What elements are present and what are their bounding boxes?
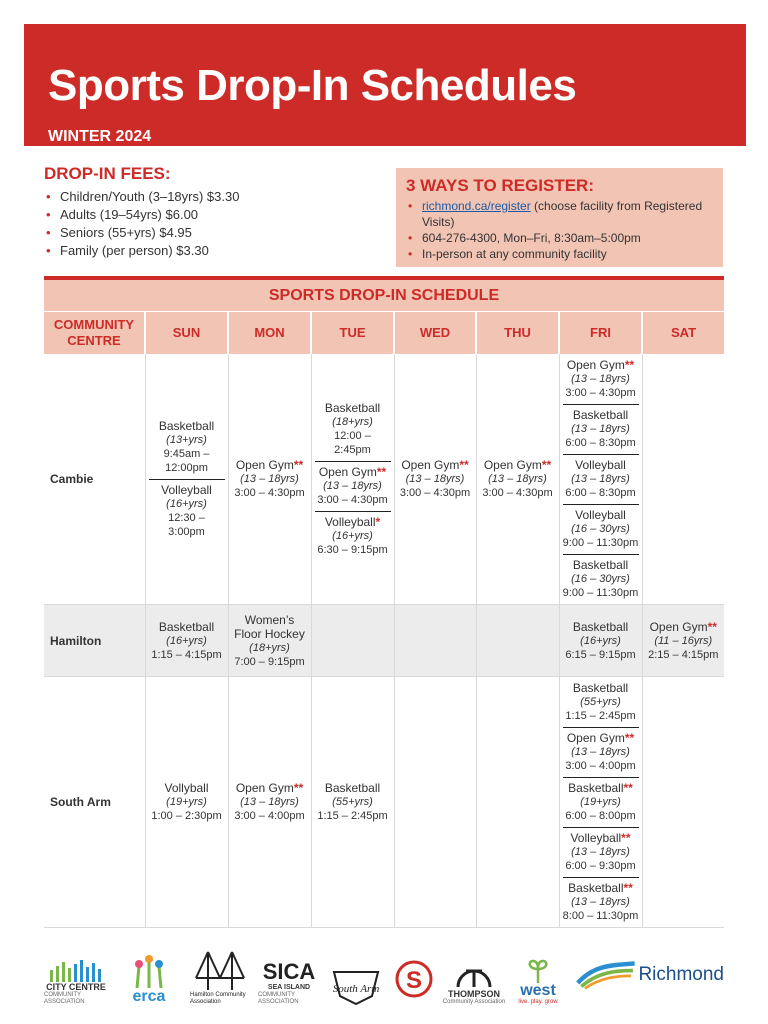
activity <box>232 611 308 671</box>
day-cell-thu <box>476 605 559 677</box>
activity-time: 6:15 – 9:15pm <box>565 648 636 661</box>
activity-name <box>563 508 639 522</box>
activity-time: 6:00 – 8:30pm <box>565 487 636 499</box>
sica-text: SICA <box>262 959 316 984</box>
activity-name <box>563 408 639 422</box>
partner-logos <box>44 944 724 1006</box>
col-header-centre: COMMUNITY CENTRE <box>44 312 145 354</box>
thompson-text: THOMPSON <box>447 989 500 999</box>
col-header-mon: MON <box>228 312 311 354</box>
erca-text: erca <box>132 988 166 1005</box>
activity-age: (13 – 18yrs) <box>488 473 547 485</box>
activity-name <box>149 781 225 795</box>
fee-item: • Family (per person) $3.30 <box>44 242 384 260</box>
activity-time: 8:00 – 11:30pm <box>562 910 639 922</box>
activity-time: 1:00 – 2:30pm <box>151 810 222 822</box>
day-cell-sun <box>145 605 228 677</box>
activity-time: 3:00 – 4:00pm <box>234 810 305 822</box>
day-cell-mon <box>228 605 311 677</box>
fees-list <box>44 188 384 260</box>
city-centre-icon <box>46 958 106 982</box>
drop-in-fees <box>44 164 384 260</box>
activity-name-text: Basketball <box>568 881 624 895</box>
activity <box>563 554 639 602</box>
activity-name <box>315 515 391 529</box>
activity-age: (16+yrs) <box>166 498 207 510</box>
activity-name-text: Open Gym <box>649 619 708 634</box>
sica-sub: SEA ISLAND <box>267 984 311 991</box>
activity-age: (13 – 18yrs) <box>571 473 630 485</box>
activity-name <box>563 881 639 895</box>
title-banner <box>24 24 746 146</box>
activity-footnote-mark: ** <box>623 881 633 895</box>
steveston-letter: S <box>405 967 423 994</box>
activity-age: (55+yrs) <box>580 696 621 708</box>
day-cell-mon <box>228 677 311 928</box>
activity <box>563 679 639 725</box>
activity <box>149 618 225 664</box>
activity-name-text: Volleyball <box>575 458 626 472</box>
activity-footnote-mark: ** <box>541 458 552 472</box>
activity-age: (13 – 18yrs) <box>571 423 630 435</box>
activity-age: (13 – 18yrs) <box>323 480 382 492</box>
activity-name <box>149 419 225 433</box>
activity <box>563 727 639 775</box>
richmond-logo <box>576 944 724 1006</box>
activity-age: (13 – 18yrs) <box>571 896 630 908</box>
hamilton-logo <box>190 944 250 1006</box>
activity-time: 12:30 – 3:00pm <box>168 512 205 538</box>
activity-time: 9:00 – 11:30pm <box>562 537 639 549</box>
activity-age: (16 – 30yrs) <box>571 523 630 535</box>
schedule-table-section <box>44 276 724 928</box>
schedule-title: SPORTS DROP-IN SCHEDULE <box>44 280 724 312</box>
activity-age: (13 – 18yrs) <box>240 473 299 485</box>
west-leaf-icon <box>523 959 553 983</box>
activity-time: 3:00 – 4:30pm <box>565 387 636 399</box>
west-logo <box>512 944 564 1006</box>
activity-time: 3:00 – 4:00pm <box>565 760 636 772</box>
activity-age: (18+yrs) <box>332 416 373 428</box>
activity-name <box>232 458 308 472</box>
activity-name-text: Basketball <box>158 419 215 433</box>
col-header-fri: FRI <box>559 312 642 354</box>
fee-item: • Adults (19–54yrs) $6.00 <box>44 206 384 224</box>
activity <box>315 461 391 509</box>
activity-name <box>315 781 391 795</box>
activity-name <box>315 465 391 479</box>
activity-time: 7:00 – 9:15pm <box>234 655 305 668</box>
activity-name-text: Basketball <box>568 781 624 795</box>
register-link[interactable]: richmond.ca/register <box>422 199 531 213</box>
activity-age: (11 – 16yrs) <box>654 634 713 647</box>
activity-time: 9:45am – 12:00pm <box>163 448 210 474</box>
day-cell-sun <box>145 354 228 605</box>
activity-footnote-mark: ** <box>293 781 304 795</box>
centre-name: Hamilton <box>44 605 145 677</box>
activity-name-text: Vollyball <box>164 781 209 795</box>
activity-age: (18+yrs) <box>249 641 290 654</box>
activity-name-text: Open Gym <box>401 458 460 472</box>
activity-name <box>232 781 308 795</box>
activity <box>315 399 391 459</box>
activity-footnote-mark: ** <box>624 731 635 745</box>
activity-name <box>232 613 308 641</box>
col-header-thu: THU <box>476 312 559 354</box>
activity-age: (13 – 18yrs) <box>571 746 630 758</box>
day-cell-thu <box>476 677 559 928</box>
thompson-logo <box>442 944 506 1006</box>
activity <box>480 456 556 502</box>
day-cell-fri <box>559 354 642 605</box>
activity-name-text: Open Gym <box>483 458 542 472</box>
activity-name <box>563 781 639 795</box>
activity-time: 2:15 – 4:15pm <box>648 648 719 661</box>
activity-time: 1:15 – 4:15pm <box>151 648 222 661</box>
activity-time: 3:00 – 4:30pm <box>317 494 388 506</box>
richmond-text: Richmond <box>638 964 724 985</box>
day-cell-fri <box>559 677 642 928</box>
activity-time: 1:15 – 2:45pm <box>565 710 636 722</box>
centre-name: South Arm <box>44 677 145 928</box>
activity-time: 6:00 – 8:30pm <box>565 437 636 449</box>
activity-footnote-mark: * <box>375 515 381 529</box>
west-sub: live. play. grow <box>518 999 558 1005</box>
sica-sub2: COMMUNITY ASSOCIATION <box>258 992 299 1005</box>
activity <box>149 417 225 477</box>
erca-logo <box>124 944 174 1006</box>
activity <box>315 779 391 825</box>
activity-footnote-mark: ** <box>376 465 387 479</box>
activity-time: 6:00 – 9:30pm <box>565 860 636 872</box>
activity-footnote-mark: ** <box>624 358 635 372</box>
day-cell-tue <box>311 677 394 928</box>
activity-name <box>563 831 639 845</box>
activity <box>315 511 391 559</box>
activity-name <box>646 620 722 634</box>
activity-age: (13 – 18yrs) <box>571 846 630 858</box>
schedule-row <box>44 605 724 677</box>
schedule-row <box>44 354 724 605</box>
activity-name <box>480 458 556 472</box>
day-cell-sat <box>642 354 724 605</box>
fee-item: • Seniors (55+yrs) $4.95 <box>44 224 384 242</box>
activity-age: (55+yrs) <box>332 796 373 808</box>
activity-name-text: Basketball <box>324 401 381 415</box>
activity-age: (19+yrs) <box>166 796 207 808</box>
register-phone: • 604-276-4300, Mon–Fri, 8:30am–5:00pm <box>406 230 713 246</box>
richmond-wave-icon <box>576 958 636 992</box>
sica-logo <box>258 944 320 1006</box>
activity <box>563 827 639 875</box>
activity-footnote-mark: ** <box>293 458 304 472</box>
register-list <box>406 198 713 262</box>
activity-name-text: Open Gym <box>235 781 294 795</box>
activity-name <box>315 401 391 415</box>
schedule-body <box>44 354 724 928</box>
activity-name-text: Basketball <box>572 408 629 422</box>
activity-age: (13 – 18yrs) <box>405 473 465 485</box>
day-cell-tue <box>311 605 394 677</box>
erca-icon <box>129 954 169 988</box>
season-label: WINTER 2024 <box>48 128 152 145</box>
south-arm-shield-icon <box>332 966 380 1006</box>
activity-time: 9:00 – 11:30pm <box>562 587 639 599</box>
activity-name-text: Basketball <box>572 619 629 634</box>
activity-name-text: Basketball <box>324 781 381 795</box>
activity-age: (16+yrs) <box>580 634 621 647</box>
thompson-sub: Community Association <box>442 999 506 1005</box>
day-cell-sun <box>145 677 228 928</box>
steveston-badge-icon <box>395 952 433 1006</box>
activity <box>563 777 639 825</box>
activity <box>563 877 639 925</box>
day-cell-sat <box>642 605 724 677</box>
activity-name <box>563 620 639 634</box>
schedule-table <box>44 312 724 928</box>
activity-name-text: Volleyball <box>575 508 626 522</box>
activity-name <box>563 731 639 745</box>
city-centre-text: CITY CENTRE <box>46 982 106 992</box>
activity <box>646 618 722 664</box>
activity <box>563 618 639 664</box>
day-cell-tue <box>311 354 394 605</box>
day-cell-sat <box>642 677 724 928</box>
city-centre-logo <box>44 944 108 1006</box>
activity-time: 6:00 – 8:00pm <box>565 810 636 822</box>
activity-age: (13 – 18yrs) <box>240 796 299 808</box>
register-in-person: • In-person at any community facility <box>406 246 713 262</box>
west-text: west <box>520 982 556 999</box>
register-box <box>396 168 723 267</box>
activity-name-text: Basketball <box>572 681 629 695</box>
col-header-tue: TUE <box>311 312 394 354</box>
activity <box>563 454 639 502</box>
col-header-sat: SAT <box>642 312 724 354</box>
activity <box>563 404 639 452</box>
activity-name-text: Open Gym <box>566 731 625 745</box>
centre-name: Cambie <box>44 354 145 605</box>
activity-name-text: Basketball <box>572 558 629 572</box>
activity <box>232 456 308 502</box>
activity-age: (16 – 30yrs) <box>571 573 630 585</box>
activity-name <box>149 620 225 634</box>
activity-name-text: Open Gym <box>318 465 377 479</box>
register-link-note: (choose facility from Registered Visits) <box>422 199 703 229</box>
day-cell-wed <box>394 354 476 605</box>
activity <box>232 779 308 825</box>
activity-footnote-mark: ** <box>707 619 717 634</box>
schedule-row <box>44 677 724 928</box>
activity <box>398 456 473 502</box>
activity-time: 3:00 – 4:30pm <box>399 487 471 499</box>
col-header-sun: SUN <box>145 312 228 354</box>
day-cell-wed <box>394 677 476 928</box>
activity-time: 3:00 – 4:30pm <box>482 487 553 499</box>
activity-name <box>563 558 639 572</box>
activity-name-text: Volleyball <box>570 831 622 845</box>
activity-footnote-mark: ** <box>623 781 633 795</box>
activity-name <box>398 458 473 472</box>
activity-age: (13+yrs) <box>166 434 207 446</box>
day-cell-mon <box>228 354 311 605</box>
page-title: Sports Drop-In Schedules <box>48 61 577 110</box>
activity-time: 6:30 – 9:15pm <box>317 544 388 556</box>
activity-name-text: Volleyball <box>324 515 376 529</box>
register-online <box>406 198 713 230</box>
day-cell-wed <box>394 605 476 677</box>
activity <box>563 356 639 402</box>
activity <box>563 504 639 552</box>
activity-time: 12:00 – 2:45pm <box>334 430 371 456</box>
activity-time: 3:00 – 4:30pm <box>234 487 305 499</box>
thompson-icon <box>454 961 494 989</box>
south-arm-text: South Arm <box>332 983 380 995</box>
activity-name-text: Basketball <box>158 619 215 634</box>
activity-age: (16+yrs) <box>166 634 207 647</box>
activity-time: 1:15 – 2:45pm <box>317 810 388 822</box>
activity-name-text: Women’s Floor Hockey <box>234 612 305 641</box>
header-row <box>44 312 724 354</box>
activity-age: (13 – 18yrs) <box>571 373 630 385</box>
activity-name-text: Open Gym <box>566 358 625 372</box>
fees-heading: DROP-IN FEES: <box>44 164 171 183</box>
activity-footnote-mark: ** <box>621 831 631 845</box>
activity <box>149 779 225 825</box>
activity-age: (16+yrs) <box>332 530 373 542</box>
activity-name <box>149 483 225 497</box>
activity-age: (19+yrs) <box>580 796 621 808</box>
activity-footnote-mark: ** <box>459 458 469 472</box>
activity-name <box>563 458 639 472</box>
activity <box>149 479 225 541</box>
city-centre-sub: COMMUNITY ASSOCIATION <box>44 992 85 1005</box>
fee-item: • Children/Youth (3–18yrs) $3.30 <box>44 188 384 206</box>
activity-name-text: Volleyball <box>161 483 212 497</box>
activity-name <box>563 358 639 372</box>
col-header-wed: WED <box>394 312 476 354</box>
activity-name <box>563 681 639 695</box>
south-arm-logo <box>330 944 382 1006</box>
hamilton-bridge-icon <box>192 948 248 992</box>
hamilton-text: Hamilton Community Association <box>190 992 246 1005</box>
activity-name-text: Open Gym <box>235 458 294 472</box>
day-cell-thu <box>476 354 559 605</box>
steveston-logo <box>394 944 434 1006</box>
day-cell-fri <box>559 605 642 677</box>
register-heading: 3 WAYS TO REGISTER: <box>406 176 594 195</box>
